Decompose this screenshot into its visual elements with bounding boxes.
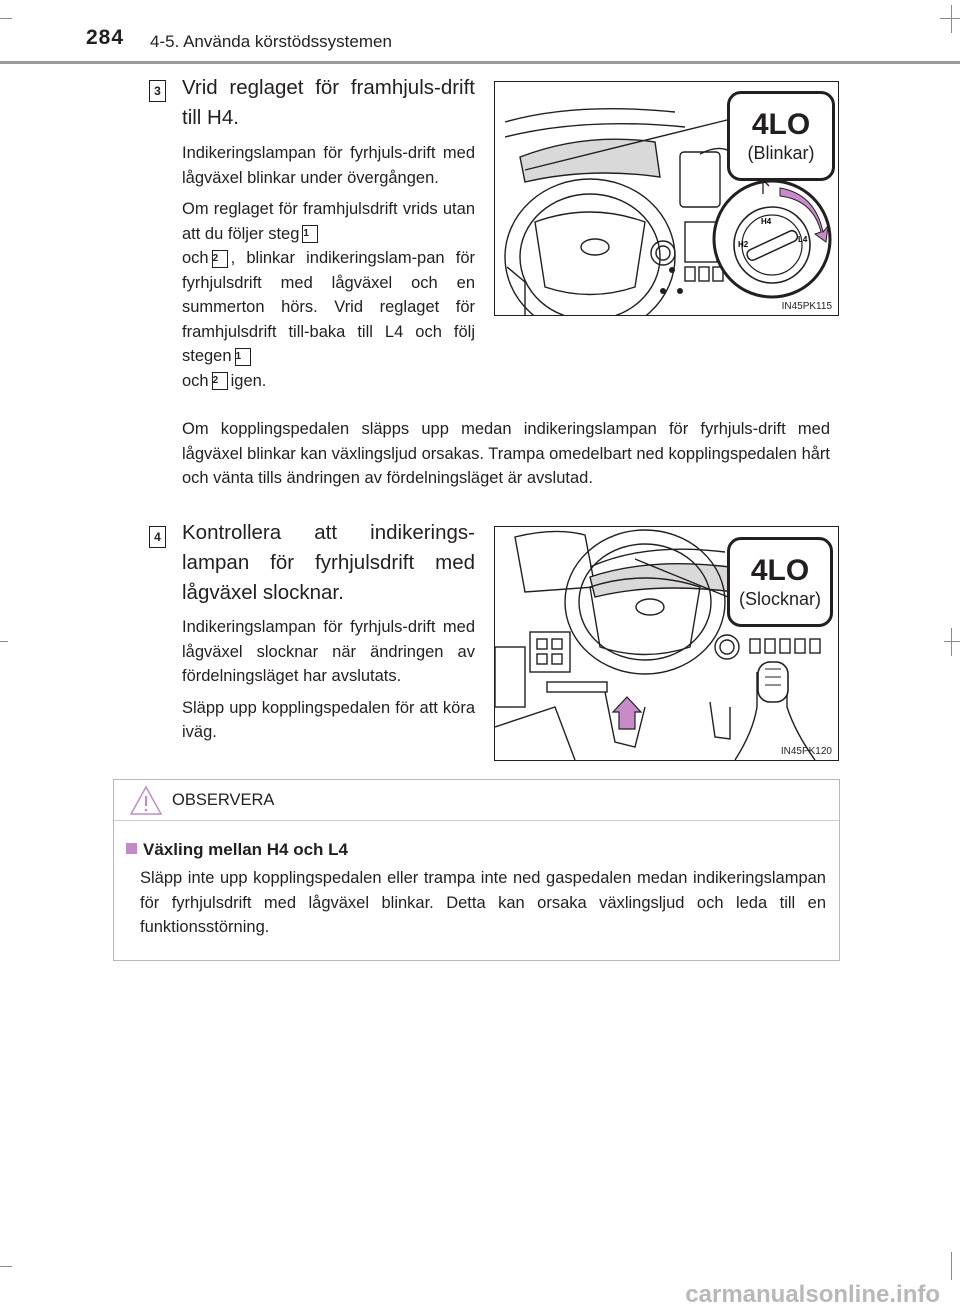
- step4-para1: Indikeringslampan för fyrhjuls-drift med lågväxel slocknar när ändringen av fördelningsläget har avslutats.: [182, 618, 475, 685]
- step3-para2-b: och: [182, 249, 209, 267]
- step4-heading: Kontrollera att indikerings-lampan för fyrhjulsdrift med lågväxel slocknar.: [182, 521, 475, 604]
- header-rule: [0, 61, 960, 64]
- figure-code: IN45PK120: [780, 746, 832, 757]
- chapter-title: 4-5. Använda körstödssystemen: [150, 32, 392, 51]
- bullet-square-icon: [126, 843, 137, 854]
- notice-heading: [126, 840, 348, 860]
- step-ref: 2: [212, 250, 228, 268]
- dial-label-h4: H4: [761, 217, 772, 226]
- page-number: 284: [86, 26, 125, 49]
- figure-4lo-blinking: [494, 81, 839, 316]
- callout-4lo-blinkar: [727, 91, 835, 181]
- step-ref: 1: [302, 225, 318, 243]
- step4-para2: Släpp upp kopplingspedalen för att köra iväg.: [182, 698, 475, 741]
- crop-mark: [0, 1266, 12, 1267]
- notice-body: Släpp inte upp kopplingspedalen eller trampa inte ned gaspedalen medan indikeringslampan för fyrhjulsdrift med lågväxel blinkar. Detta kan orsaka växlingsljud och leda till en funktionsstörning.: [140, 869, 826, 936]
- step3-heading: Vrid reglaget för framhjuls-drift till H4.: [182, 76, 475, 129]
- step3-para2-a: Om reglaget för framhjulsdrift vrids utan att du följer steg: [182, 200, 475, 243]
- step3-para2: [182, 197, 475, 393]
- step3-para1: Indikeringslampan för fyrhjuls-drift med lågväxel blinkar under övergången.: [182, 144, 475, 187]
- indicator-state: (Blinkar): [747, 143, 815, 163]
- crop-mark: [951, 628, 952, 656]
- figure-code: IN45PK115: [781, 301, 832, 312]
- step3-text: [182, 141, 475, 400]
- indicator-label: 4LO: [750, 554, 810, 587]
- step3-para2-c: , blinkar indikeringslam-pan för fyrhjulsdrift med lågväxel och en summerton hörs. Vrid reglaget för framhjulsdrift till-baka till L4 och följ stegen: [182, 249, 475, 365]
- step3-para2-e: igen.: [230, 371, 267, 390]
- step-ref: 2: [212, 372, 228, 390]
- watermark: carmanualsonline.info: [685, 1281, 940, 1308]
- crop-mark: [0, 18, 12, 19]
- crop-mark: [951, 5, 952, 33]
- notice-title: OBSERVERA: [172, 791, 275, 809]
- step-ref: 1: [235, 348, 251, 366]
- crop-mark: [944, 641, 960, 642]
- warning-triangle-icon: [129, 785, 163, 817]
- crop-mark: [940, 18, 960, 19]
- notice-box: [113, 779, 840, 961]
- dial-label-h2: H2: [738, 240, 749, 249]
- indicator-state: (Slocknar): [738, 589, 822, 609]
- figure-4lo-off: [494, 526, 839, 761]
- notice-heading-text: Växling mellan H4 och L4: [143, 840, 349, 859]
- notice-header: [114, 780, 839, 821]
- step4-text: [182, 615, 475, 752]
- step-number-3: 3: [149, 80, 166, 102]
- crop-mark: [951, 1252, 952, 1280]
- dial-label-l4: L4: [798, 235, 808, 244]
- step-number-4: 4: [149, 526, 166, 548]
- callout-4lo-slocknar: [727, 537, 833, 627]
- step3-full-paragraph: Om kopplingspedalen släpps upp medan indikeringslampan för fyrhjuls-drift med lågväxel blinkar kan växlingsljud orsakas. Trampa omedelbart ned kopplingspedalen hårt och vänta tills ändringen av fördelningsläget är avslutad.: [182, 420, 830, 487]
- step3-para2-d: och: [182, 371, 209, 390]
- crop-mark: [0, 641, 8, 642]
- indicator-label: 4LO: [751, 108, 811, 141]
